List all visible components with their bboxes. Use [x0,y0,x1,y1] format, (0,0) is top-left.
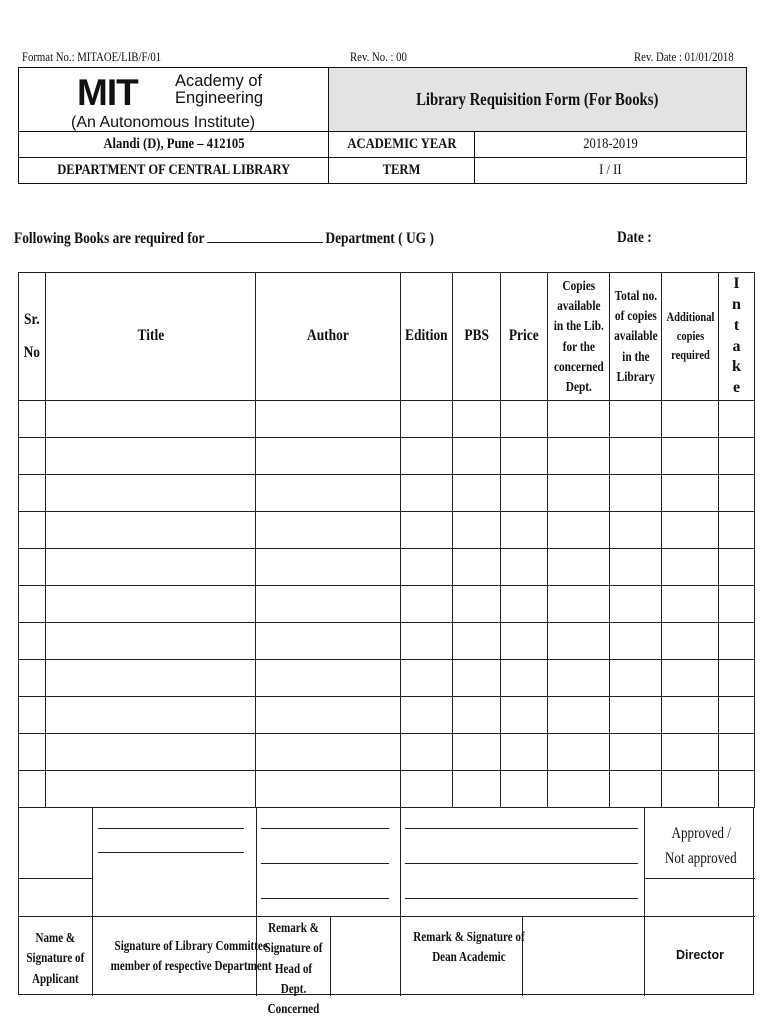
hod-signature-line[interactable] [261,898,389,899]
table-row[interactable] [19,586,755,623]
committee-signature-label: Signature of Library Committee member of respective Department [110,938,272,974]
col-header-pbs: PBS [453,273,501,401]
logo-academy-text: Academy of Engineering [175,71,264,107]
dean-signature-label: Remark & Signature of Dean Academic [413,929,525,965]
col-header-title: Title [46,273,256,401]
col-header-additional-copies: Additional copies required [662,273,719,401]
header-table [18,67,747,184]
table-row[interactable] [19,771,755,808]
format-number: Format No.: MITAOE/LIB/F/01 [22,50,162,64]
term-label: TERM [329,158,475,184]
table-row[interactable] [19,697,755,734]
committee-signature-line[interactable] [98,828,244,829]
academic-year-label: ACADEMIC YEAR [329,132,475,158]
table-row[interactable] [19,438,755,475]
request-line: Following Books are required for Department ( UG ) [14,230,434,247]
approval-status: Approved / Not approved [665,825,737,867]
hod-signature-label: Remark & Signature of Head of Dept. Concerned [264,920,323,1016]
table-row[interactable] [19,475,755,512]
director-signature-label: Director [676,948,724,962]
academic-year-value: 2018-2019 [475,132,747,158]
table-row[interactable] [19,512,755,549]
col-header-total-copies: Total no. of copies available in the Library [610,273,662,401]
col-header-edition: Edition [401,273,453,401]
committee-signature-line[interactable] [98,852,244,853]
institute-logo [19,68,329,132]
col-header-price: Price [501,273,548,401]
col-header-author: Author [256,273,401,401]
col-header-sr-no: Sr. No [19,273,46,401]
table-row[interactable] [19,734,755,771]
revision-number: Rev. No. : 00 [350,50,407,64]
table-row[interactable] [19,549,755,586]
institute-address: Alandi (D), Pune – 412105 [19,132,329,158]
applicant-signature-label: Name & Signature of Applicant [26,930,85,986]
dean-signature-line[interactable] [405,898,638,899]
col-header-intake: I n t a k e [719,273,755,401]
logo-mit-text: MIT [77,71,138,113]
table-header-row [19,273,755,401]
form-title: Library Requisition Form (For Books) [329,68,747,132]
department-name: DEPARTMENT OF CENTRAL LIBRARY [19,158,329,184]
table-row[interactable] [19,660,755,697]
term-value: I / II [475,158,747,184]
department-blank[interactable] [207,229,323,243]
books-table [18,272,755,808]
dean-signature-line[interactable] [405,828,638,829]
hod-signature-line[interactable] [261,828,389,829]
dean-signature-line[interactable] [405,863,638,864]
col-header-copies-available: Copies available in the Lib. for the concerned Dept. [548,273,610,401]
table-row[interactable] [19,623,755,660]
revision-date: Rev. Date : 01/01/2018 [634,50,734,64]
table-row[interactable] [19,401,755,438]
signature-block [18,807,754,1016]
hod-signature-line[interactable] [261,863,389,864]
date-label: Date : [617,229,652,246]
logo-autonomous-text: (An Autonomous Institute) [71,113,256,131]
